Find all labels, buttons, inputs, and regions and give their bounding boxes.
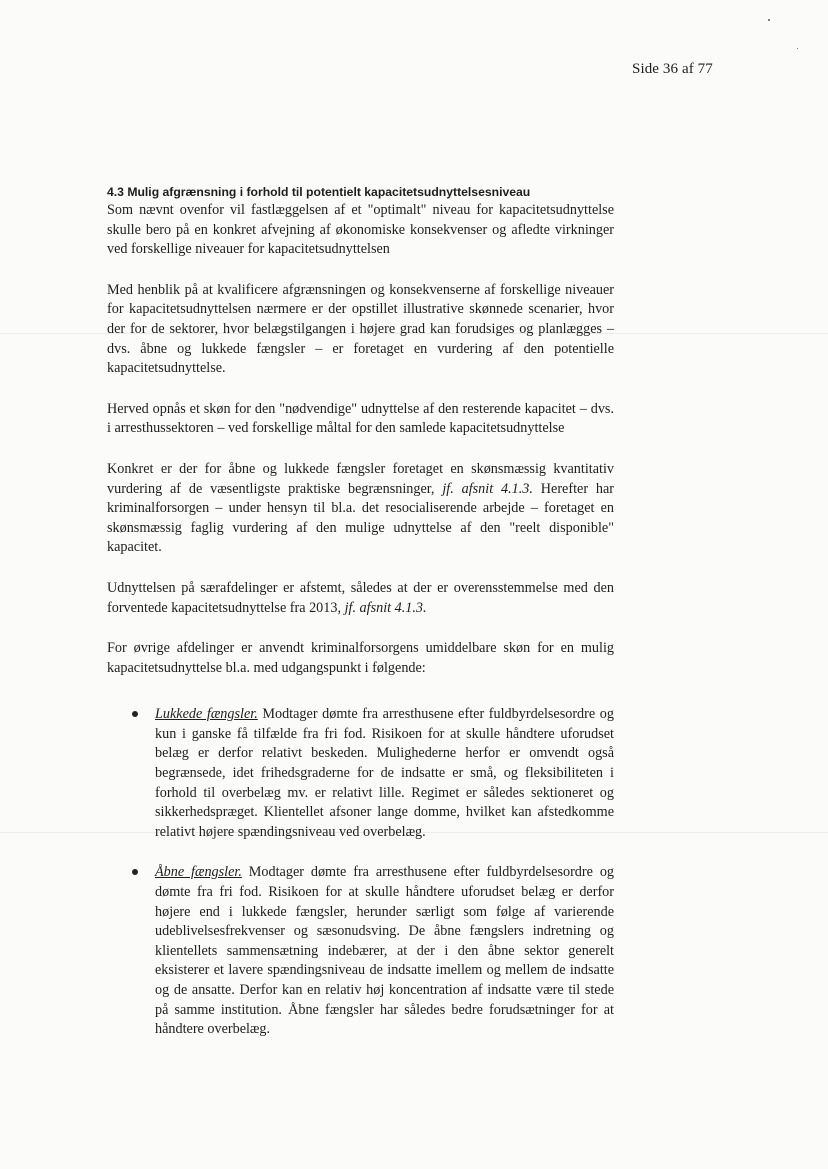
section-heading: 4.3 Mulig afgrænsning i forhold til potentielt kapacitetsudnyttelsesniveau bbox=[107, 185, 531, 199]
section-reference: jf. afsnit 4.1.3. bbox=[344, 599, 427, 616]
bullet-term: Åbne fængsler. bbox=[155, 864, 242, 881]
paragraph-special-units bbox=[107, 579, 614, 618]
page-number: Side 36 af 77 bbox=[632, 61, 713, 77]
paragraph-text: Udnyttelsen på særafdelinger er afstemt, således at der er overensstemmelse med den forventede kapacitetsudnyttelse fra 2013, bbox=[107, 579, 614, 616]
list-item bbox=[107, 705, 614, 842]
bullet-term: Lukkede fængsler. bbox=[155, 706, 258, 723]
paragraph-estimate bbox=[107, 400, 614, 439]
section-reference: jf. afsnit 4.1.3. bbox=[442, 480, 533, 497]
paragraph-intro bbox=[107, 201, 614, 260]
paragraph-text: Konkret er der for åbne og lukkede fængsler foretaget en skønsmæssig kvantitativ vurdering af de væsentligste praktiske begrænsninger, bbox=[107, 460, 614, 497]
bullet-icon bbox=[132, 711, 138, 717]
bullet-icon bbox=[132, 869, 138, 875]
list-item bbox=[107, 863, 614, 1039]
paragraph-concrete bbox=[107, 460, 614, 558]
paragraph-other-units bbox=[107, 639, 614, 678]
paragraph-text: Herefter har kriminalforsorgen – under hensyn til bl.a. det resocialiserende arbejde – foretaget en skønsmæssig faglig vurdering af den mulige udnyttelse af den "reelt disponible" kapacitet. bbox=[107, 480, 615, 556]
bullet-text: Modtager dømte fra arresthusene efter fuldbyrdelsesordre og kun i ganske få tilfælde fra fri fod. Risikoen for at skulle håndtere uforudset belæg er derfor relativt beskeden. Mulighederne herfor er omvendt også begrænsede, idet frihedsgraderne for de indsatte er små, og fleksibiliteten i forhold til overbelæg mv. er relativt lille. Regimet er således sektioneret og sikkerhedspræget. Klientellet afsoner lange domme, hvilket kan afstedkomme relativt højere spændingsniveau ved overbelæg. bbox=[155, 706, 614, 840]
scan-speck bbox=[768, 19, 770, 21]
bullet-list bbox=[107, 705, 614, 1040]
paragraph-text: For øvrige afdelinger er anvendt kriminalforsorgens umiddelbare skøn for en mulig kapacitetsudnyttelse bl.a. med udgangspunkt i følgende: bbox=[107, 640, 614, 676]
paragraph-scenarios bbox=[107, 281, 614, 379]
section-content bbox=[107, 183, 614, 1040]
scan-speck bbox=[797, 48, 798, 49]
paragraph-text: Med henblik på at kvalificere afgrænsningen og konsekvenserne af forskellige niveauer for kapacitetsudnyttelsen nærmere er der opstillet illustrative skønnede scenarier, hvor der for de sektorer, hvor belægstilgangen i højere grad kan forudsiges og planlægges – dvs. åbne og lukkede fængsler – er foretaget en vurdering af den potentielle kapacitetsudnyttelse. bbox=[107, 281, 614, 377]
paragraph-text: Herved opnås et skøn for den "nødvendige" udnyttelse af den resterende kapacitet – dvs. i arresthussektoren – ved forskellige måltal for den samlede kapacitetsudnyttelse bbox=[107, 400, 614, 437]
paragraph-text: Som nævnt ovenfor vil fastlæggelsen af et "optimalt" niveau for kapacitetsudnyttelse skulle bero på en konkret afvejning af økonomiske konsekvenser og afledte virkninger ved forskellige niveauer for kapacitetsudnyttelsen bbox=[107, 202, 614, 258]
bullet-text: Modtager dømte fra arresthusene efter fuldbyrdelsesordre og dømte fra fri fod. Risikoen for at skulle håndtere uforudset belæg er derfor højere end i lukkede fængsler, herunder særligt som følge af varierende udeblivelsesfrekvenser og sæsonudsving. De åbne fængslers indretning og klientellets sammensætning indebærer, at der i den åbne sektor generelt eksisterer et lavere spændingsniveau de indsatte imellem og mellem de indsatte og de ansatte. Derfor kan en relativ høj koncentration af indsatte være til stede på samme institution. Åbne fængsler har således bedre forudsætninger for at håndtere overbelæg. bbox=[155, 864, 615, 1038]
